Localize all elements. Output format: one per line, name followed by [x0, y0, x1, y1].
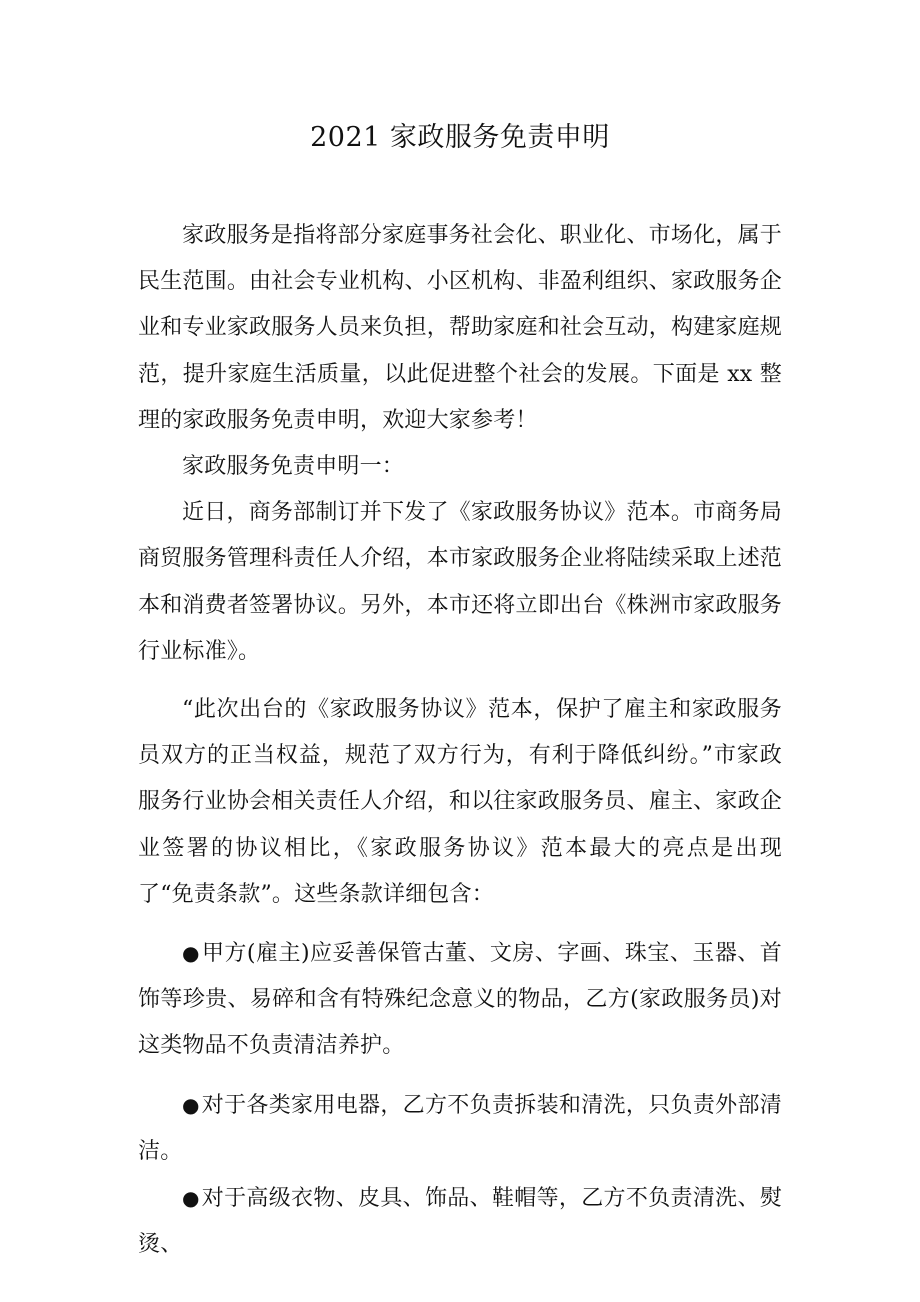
bullet-icon: ●: [182, 941, 200, 966]
list-item: [138, 1175, 782, 1268]
news-paragraph: 近日，商务部制订并下发了《家政服务协议》范本。市商务局商贸服务管理科责任人介绍，本市家政服务企业将陆续采取上述范本和消费者签署协议。另外，本市还将立即出台《株洲市家政服务行业标准》。: [138, 500, 782, 664]
list-item-text: 对于各类家用电器，乙方不负责拆装和清洗，只负责外部清洁。: [138, 1092, 782, 1164]
list-item: [138, 930, 782, 1070]
document-body: [138, 213, 782, 1268]
list-item: [138, 1082, 782, 1175]
list-item-text: 甲方(雇主)应妥善保管古董、文房、字画、珠宝、玉器、首饰等珍贵、易碎和含有特殊纪念意义的物品，乙方(家政服务员)对这类物品不负责清洁养护。: [138, 941, 782, 1059]
section-heading: 家政服务免责申明一：: [182, 454, 405, 480]
list-item-text: 对于高级衣物、皮具、饰品、鞋帽等，乙方不负责清洗、熨烫、: [138, 1186, 782, 1258]
bullet-icon: ●: [182, 1092, 200, 1117]
bullet-icon: ●: [182, 1186, 200, 1211]
intro-paragraph: 家政服务是指将部分家庭事务社会化、职业化、市场化，属于民生范围。由社会专业机构、小区机构、非盈利组织、家政服务企业和专业家政服务人员来负担，帮助家庭和社会互动，构建家庭规范，提升家庭生活质量，以此促进整个社会的发展。下面是 xx 整理的家政服务免责申明，欢迎大家参考！: [138, 223, 782, 433]
document-title: 2021 家政服务免责申明: [310, 122, 610, 153]
quote-paragraph: “此次出台的《家政服务协议》范本，保护了雇主和家政服务员双方的正当权益，规范了双方行为，有利于降低纠纷。”市家政服务行业协会相关责任人介绍，和以往家政服务员、雇主、家政企业签署的协议相比，《家政服务协议》范本最大的亮点是出现了“免责条款”。这些条款详细包含：: [138, 697, 782, 907]
